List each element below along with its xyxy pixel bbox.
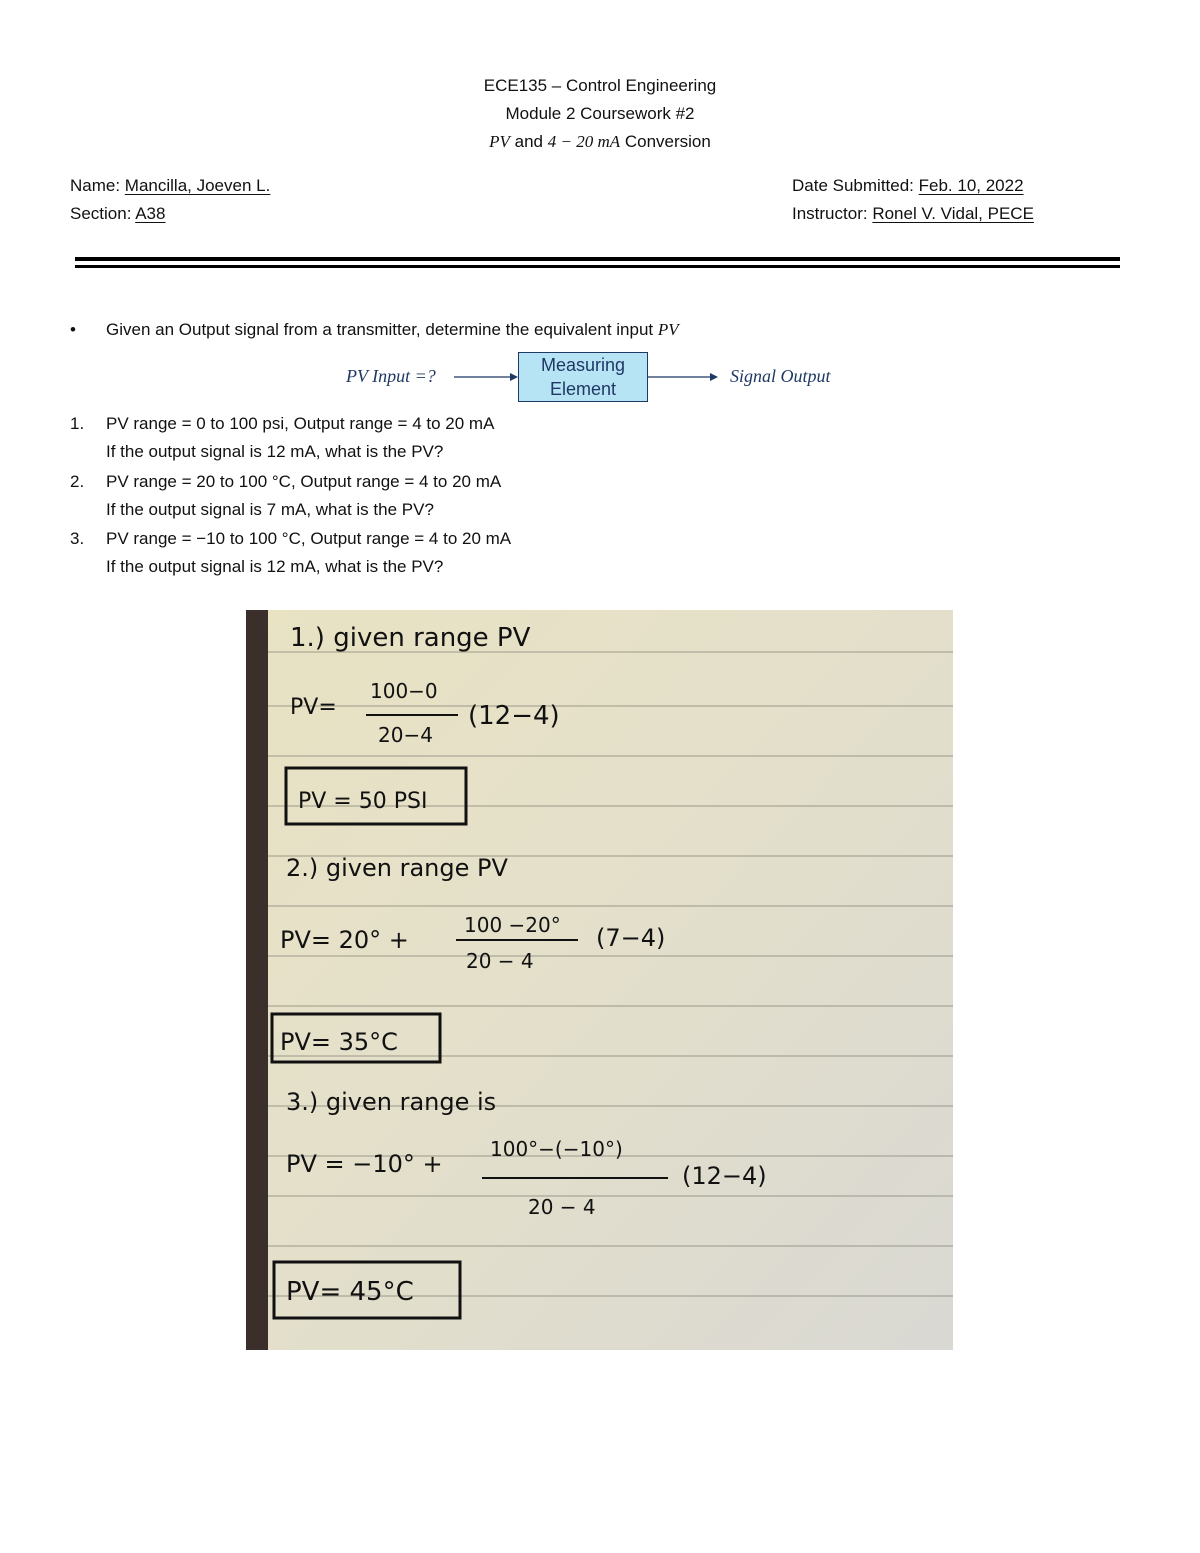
- question-2-number: 2.: [70, 472, 85, 491]
- p3-answer: PV= 45°C: [286, 1277, 414, 1307]
- instructor-field: [792, 200, 1034, 228]
- question-3-number: 3.: [70, 529, 85, 548]
- p3-factor: (12−4): [682, 1162, 767, 1190]
- name-value: Mancilla, Joeven L.: [124, 176, 271, 195]
- bullet-icon: •: [70, 320, 76, 339]
- divider-top: [75, 257, 1120, 261]
- name-field: [70, 172, 270, 200]
- p1-heading: 1.) given range PV: [290, 623, 531, 653]
- paper-background: [246, 610, 953, 1350]
- topic-pv: PV: [489, 132, 510, 151]
- name-label: Name:: [70, 176, 125, 195]
- p1-denominator: 20−4: [378, 723, 433, 747]
- question-1-prompt: If the output signal is 12 mA, what is the PV?: [106, 442, 444, 461]
- p3-heading: 3.) given range is: [286, 1088, 497, 1116]
- question-2-range: PV range = 20 to 100 °C, Output range = 4 to 20 mA: [106, 472, 502, 491]
- p2-factor: (7−4): [596, 924, 666, 952]
- block-diagram: [330, 350, 890, 406]
- paper-shadow-edge: [246, 610, 268, 1350]
- topic-range: 4 − 20 mA: [547, 132, 621, 151]
- question-3-range: PV range = −10 to 100 °C, Output range = 4 to 20 mA: [106, 529, 512, 548]
- instruction-math: PV: [657, 320, 679, 339]
- p2-heading: 2.) given range PV: [286, 854, 508, 882]
- p2-answer: PV= 35°C: [280, 1028, 398, 1056]
- p2-numerator: 100 −20°: [464, 913, 561, 937]
- section-label: Section:: [70, 204, 136, 223]
- topic-and: and: [509, 132, 548, 151]
- p1-answer: PV = 50 PSI: [298, 789, 428, 814]
- topic-title: [0, 128, 1200, 156]
- question-1-number: 1.: [70, 414, 85, 433]
- p3-numerator: 100°−(−10°): [490, 1137, 623, 1161]
- pv-input-label: PV Input =?: [346, 366, 436, 386]
- p1-numerator: 100−0: [370, 679, 438, 703]
- handwritten-solution-photo: [246, 610, 953, 1350]
- measuring-element-line2: Element: [549, 379, 617, 399]
- instruction-text: [106, 316, 679, 344]
- instructor-value: Ronel V. Vidal, PECE: [872, 204, 1034, 223]
- output-arrow-icon: [648, 373, 718, 381]
- question-1-range: PV range = 0 to 100 psi, Output range = 4 to 20 mA: [106, 414, 495, 433]
- topic-conversion: Conversion: [620, 132, 711, 151]
- section-field: [70, 200, 165, 228]
- measuring-element-line1: Measuring: [540, 355, 626, 375]
- p2-lhs: PV= 20° +: [280, 926, 409, 954]
- input-arrow-icon: [454, 373, 518, 381]
- question-3-prompt: If the output signal is 12 mA, what is the PV?: [106, 557, 444, 576]
- p3-denominator: 20 − 4: [528, 1195, 596, 1219]
- module-title: Module 2 Coursework #2: [505, 104, 695, 123]
- date-label: Date Submitted:: [792, 176, 919, 195]
- p3-lhs: PV = −10° +: [286, 1150, 443, 1178]
- divider-bottom: [75, 265, 1120, 268]
- measuring-element-box: [518, 352, 648, 402]
- section-value: A38: [135, 204, 166, 223]
- p1-factor: (12−4): [468, 701, 560, 731]
- instruction-body: Given an Output signal from a transmitter, determine the equivalent input: [106, 320, 658, 339]
- signal-output-label: Signal Output: [730, 366, 831, 386]
- date-field: [792, 172, 1024, 200]
- question-2-prompt: If the output signal is 7 mA, what is the PV?: [106, 500, 434, 519]
- date-value: Feb. 10, 2022: [918, 176, 1024, 195]
- p2-denominator: 20 − 4: [466, 949, 534, 973]
- instructor-label: Instructor:: [792, 204, 873, 223]
- p1-lhs: PV=: [290, 695, 337, 720]
- course-title: ECE135 – Control Engineering: [483, 76, 717, 95]
